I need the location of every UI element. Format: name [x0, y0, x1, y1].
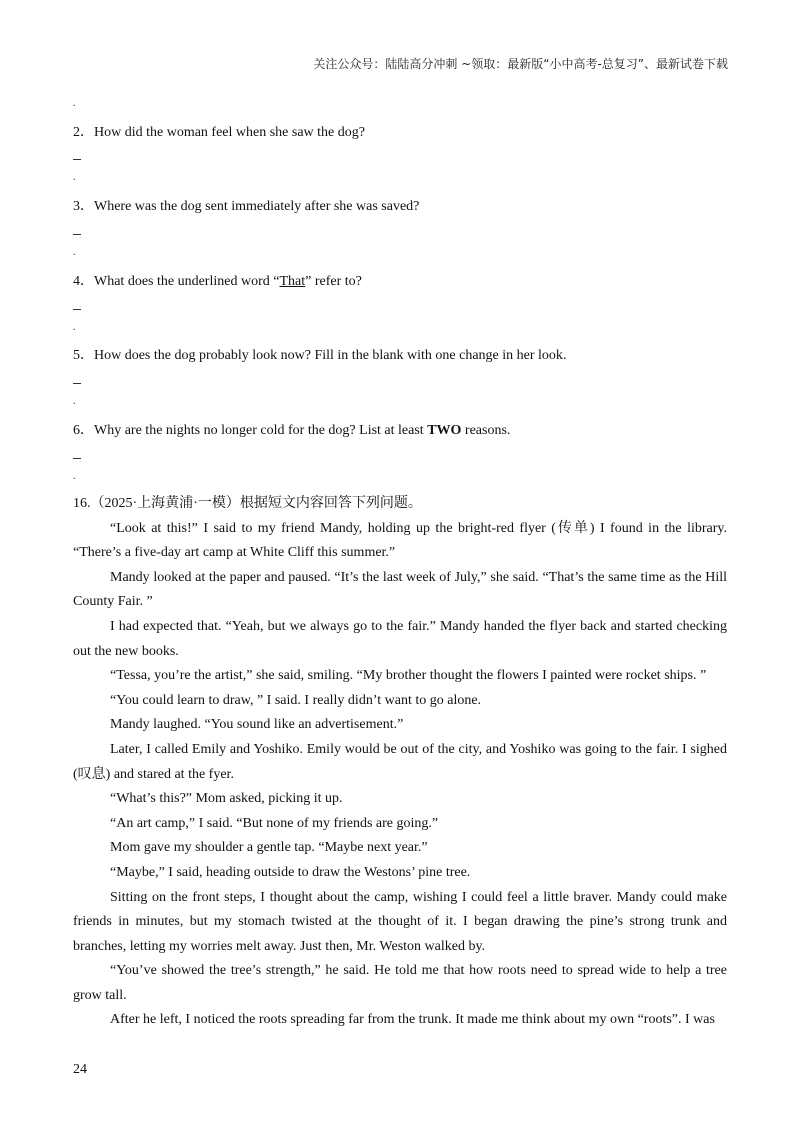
section-heading: 16.（2025·上海黄浦·一模）根据短文内容回答下列问题。: [73, 496, 422, 511]
answer-mark: .: [73, 322, 76, 333]
answer-mark: .: [73, 471, 76, 482]
paragraph: “You could learn to draw, ” I said. I really didn’t want to go alone.: [110, 692, 482, 708]
question-number: 4．: [73, 274, 94, 289]
question-text-pre: Why are the nights no longer cold for the dog? List at least: [94, 423, 428, 438]
question-number: 6．: [73, 423, 94, 438]
question-text-post: ” refer to?: [305, 274, 362, 289]
paragraph: “Tessa, you’re the artist,” she said, smiling. “My brother thought the flowers I painted were rocket ships. ”: [110, 668, 707, 684]
question-2: [73, 121, 365, 141]
question-text: How did the woman feel when she saw the dog?: [94, 125, 365, 140]
bold-word: TWO: [427, 423, 462, 438]
page-header: 关注公众号：陆陆高分冲刺 ~领取：最新版“小中高考-总复习”、最新试卷下载: [313, 57, 728, 71]
paragraph: Mandy looked at the paper and paused. “It’s the last week of July,” she said. “That’s the same time as the Hill County Fair. ”: [73, 569, 727, 610]
underlined-word: That: [279, 274, 306, 289]
answer-line: [73, 234, 81, 235]
paragraph: “Maybe,” I said, heading outside to draw the Westons’ pine tree.: [110, 864, 471, 880]
paragraph: Sitting on the front steps, I thought about the camp, wishing I could feel a little braver. Mandy could make friends in minutes, but my stomach twisted at the thought of it. I began drawing the pine’s strong trunk and branches, letting my worries melt away. Just then, Mr. Weston walked by.: [73, 889, 727, 954]
question-number: 2．: [73, 125, 94, 140]
answer-mark: .: [73, 172, 76, 183]
question-text-post: reasons.: [461, 423, 511, 438]
paragraph: “You’ve showed the tree’s strength,” he said. He told me that how roots need to spread wide to help a tree grow tall.: [73, 963, 727, 1003]
paragraph: Mandy laughed. “You sound like an advertisement.”: [110, 717, 404, 733]
paragraph: “Look at this!” I said to my friend Mandy, holding up the bright-red flyer (传单) I found in the library. “There’s a five-day art camp at White Cliff this summer.”: [73, 520, 727, 561]
answer-mark: .: [73, 396, 76, 407]
paragraph: After he left, I noticed the roots spreading far from the trunk. It made me think about my own “roots”. I was: [110, 1012, 715, 1028]
reading-passage: [73, 492, 727, 1033]
paragraph: “What’s this?” Mom asked, picking it up.: [110, 791, 343, 807]
paragraph: I had expected that. “Yeah, but we always go to the fair.” Mandy handed the flyer back and started checking out the new books.: [73, 618, 727, 659]
question-text: How does the dog probably look now? Fill in the blank with one change in her look.: [94, 348, 567, 363]
answer-line: [73, 159, 81, 160]
question-number: 3．: [73, 199, 94, 214]
question-number: 5．: [73, 348, 94, 363]
page-number: 24: [73, 1062, 87, 1077]
question-text: Where was the dog sent immediately after she was saved?: [94, 199, 420, 214]
paragraph: Later, I called Emily and Yoshiko. Emily would be out of the city, and Yoshiko was going to the fair. I sighed (叹息) and stared at the fyer.: [73, 741, 727, 782]
answer-line: [73, 309, 81, 310]
question-5: [73, 344, 566, 364]
answer-mark: .: [73, 98, 76, 109]
paragraph: Mom gave my shoulder a gentle tap. “Maybe next year.”: [110, 840, 428, 856]
question-text-pre: What does the underlined word “: [94, 274, 280, 289]
paragraph: “An art camp,” I said. “But none of my friends are going.”: [110, 815, 439, 831]
question-3: [73, 195, 419, 215]
answer-line: [73, 383, 81, 384]
question-4: [73, 270, 362, 290]
answer-mark: .: [73, 247, 76, 258]
question-6: [73, 419, 510, 439]
answer-line: [73, 458, 81, 459]
